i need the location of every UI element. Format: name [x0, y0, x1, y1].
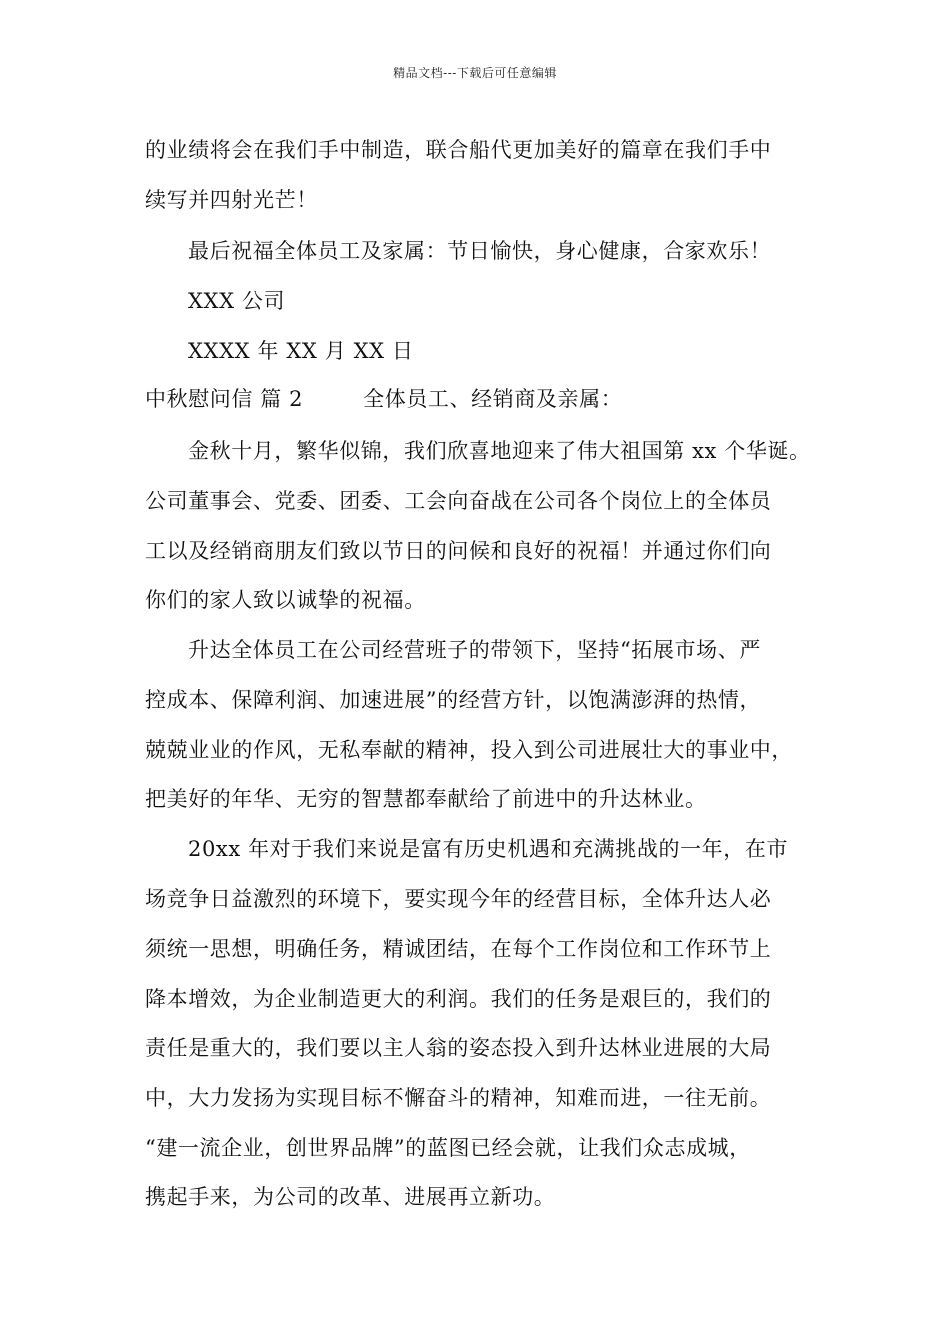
- body-line: 公司董事会、党委、团委、工会向奋战在公司各个岗位上的全体员: [145, 489, 772, 513]
- body-line: 兢兢业业的作风，无私奉献的精神，投入到公司进展壮大的事业中，: [145, 738, 793, 762]
- body-line: 金秋十月，繁华似锦，我们欣喜地迎来了伟大祖国第 xx 个华诞。: [188, 439, 811, 463]
- body-line: 最后祝福全体员工及家属：节日愉快，身心健康，合家欢乐！: [188, 239, 772, 263]
- body-line: 的业绩将会在我们手中制造，联合船代更加美好的篇章在我们手中: [145, 138, 772, 162]
- body-line: 携起手来，为公司的改革、进展再立新功。: [145, 1185, 556, 1209]
- company-signature: XXX 公司: [188, 289, 286, 313]
- body-line: 场竞争日益激烈的环境下，要实现今年的经营目标，全体升达人必: [145, 887, 772, 911]
- body-line: 工以及经销商朋友们致以节日的问候和良好的祝福！并通过你们向: [145, 539, 772, 563]
- body-line: 须统一思想，明确任务，精诚团结，在每个工作岗位和工作环节上: [145, 937, 772, 961]
- section-title: 中秋慰问信 篇 2: [145, 387, 304, 411]
- body-line: 降本增效，为企业制造更大的利润。我们的任务是艰巨的，我们的: [145, 987, 772, 1011]
- body-line: 责任是重大的，我们要以主人翁的姿态投入到升达林业进展的大局: [145, 1036, 772, 1060]
- section-salutation: 全体员工、经销商及亲属：: [363, 387, 623, 411]
- section-heading: [145, 384, 622, 414]
- body-line: 中，大力发扬为实现目标不懈奋斗的精神，知难而进，一往无前。: [145, 1086, 772, 1110]
- body-line: “建一流企业，创世界品牌”的蓝图已经会就，让我们众志成城，: [145, 1136, 751, 1160]
- page-header: 精品文档---下载后可任意编辑: [393, 66, 557, 80]
- body-line: 续写并四射光芒！: [145, 188, 318, 212]
- date-signature: XXXX 年 XX 月 XX 日: [188, 339, 414, 363]
- body-line: 你们的家人致以诚挚的祝福。: [145, 588, 426, 612]
- body-line: 把美好的年华、无穷的智慧都奉献给了前进中的升达林业。: [145, 787, 707, 811]
- body-line: 升达全体员工在公司经营班子的带领下，坚持“拓展市场、严: [188, 638, 761, 662]
- body-line: 20xx 年对于我们来说是富有历史机遇和充满挑战的一年，在市: [188, 837, 789, 861]
- body-line: 控成本、保障利润、加速进展”的经营方针，以饱满澎湃的热情，: [145, 688, 762, 712]
